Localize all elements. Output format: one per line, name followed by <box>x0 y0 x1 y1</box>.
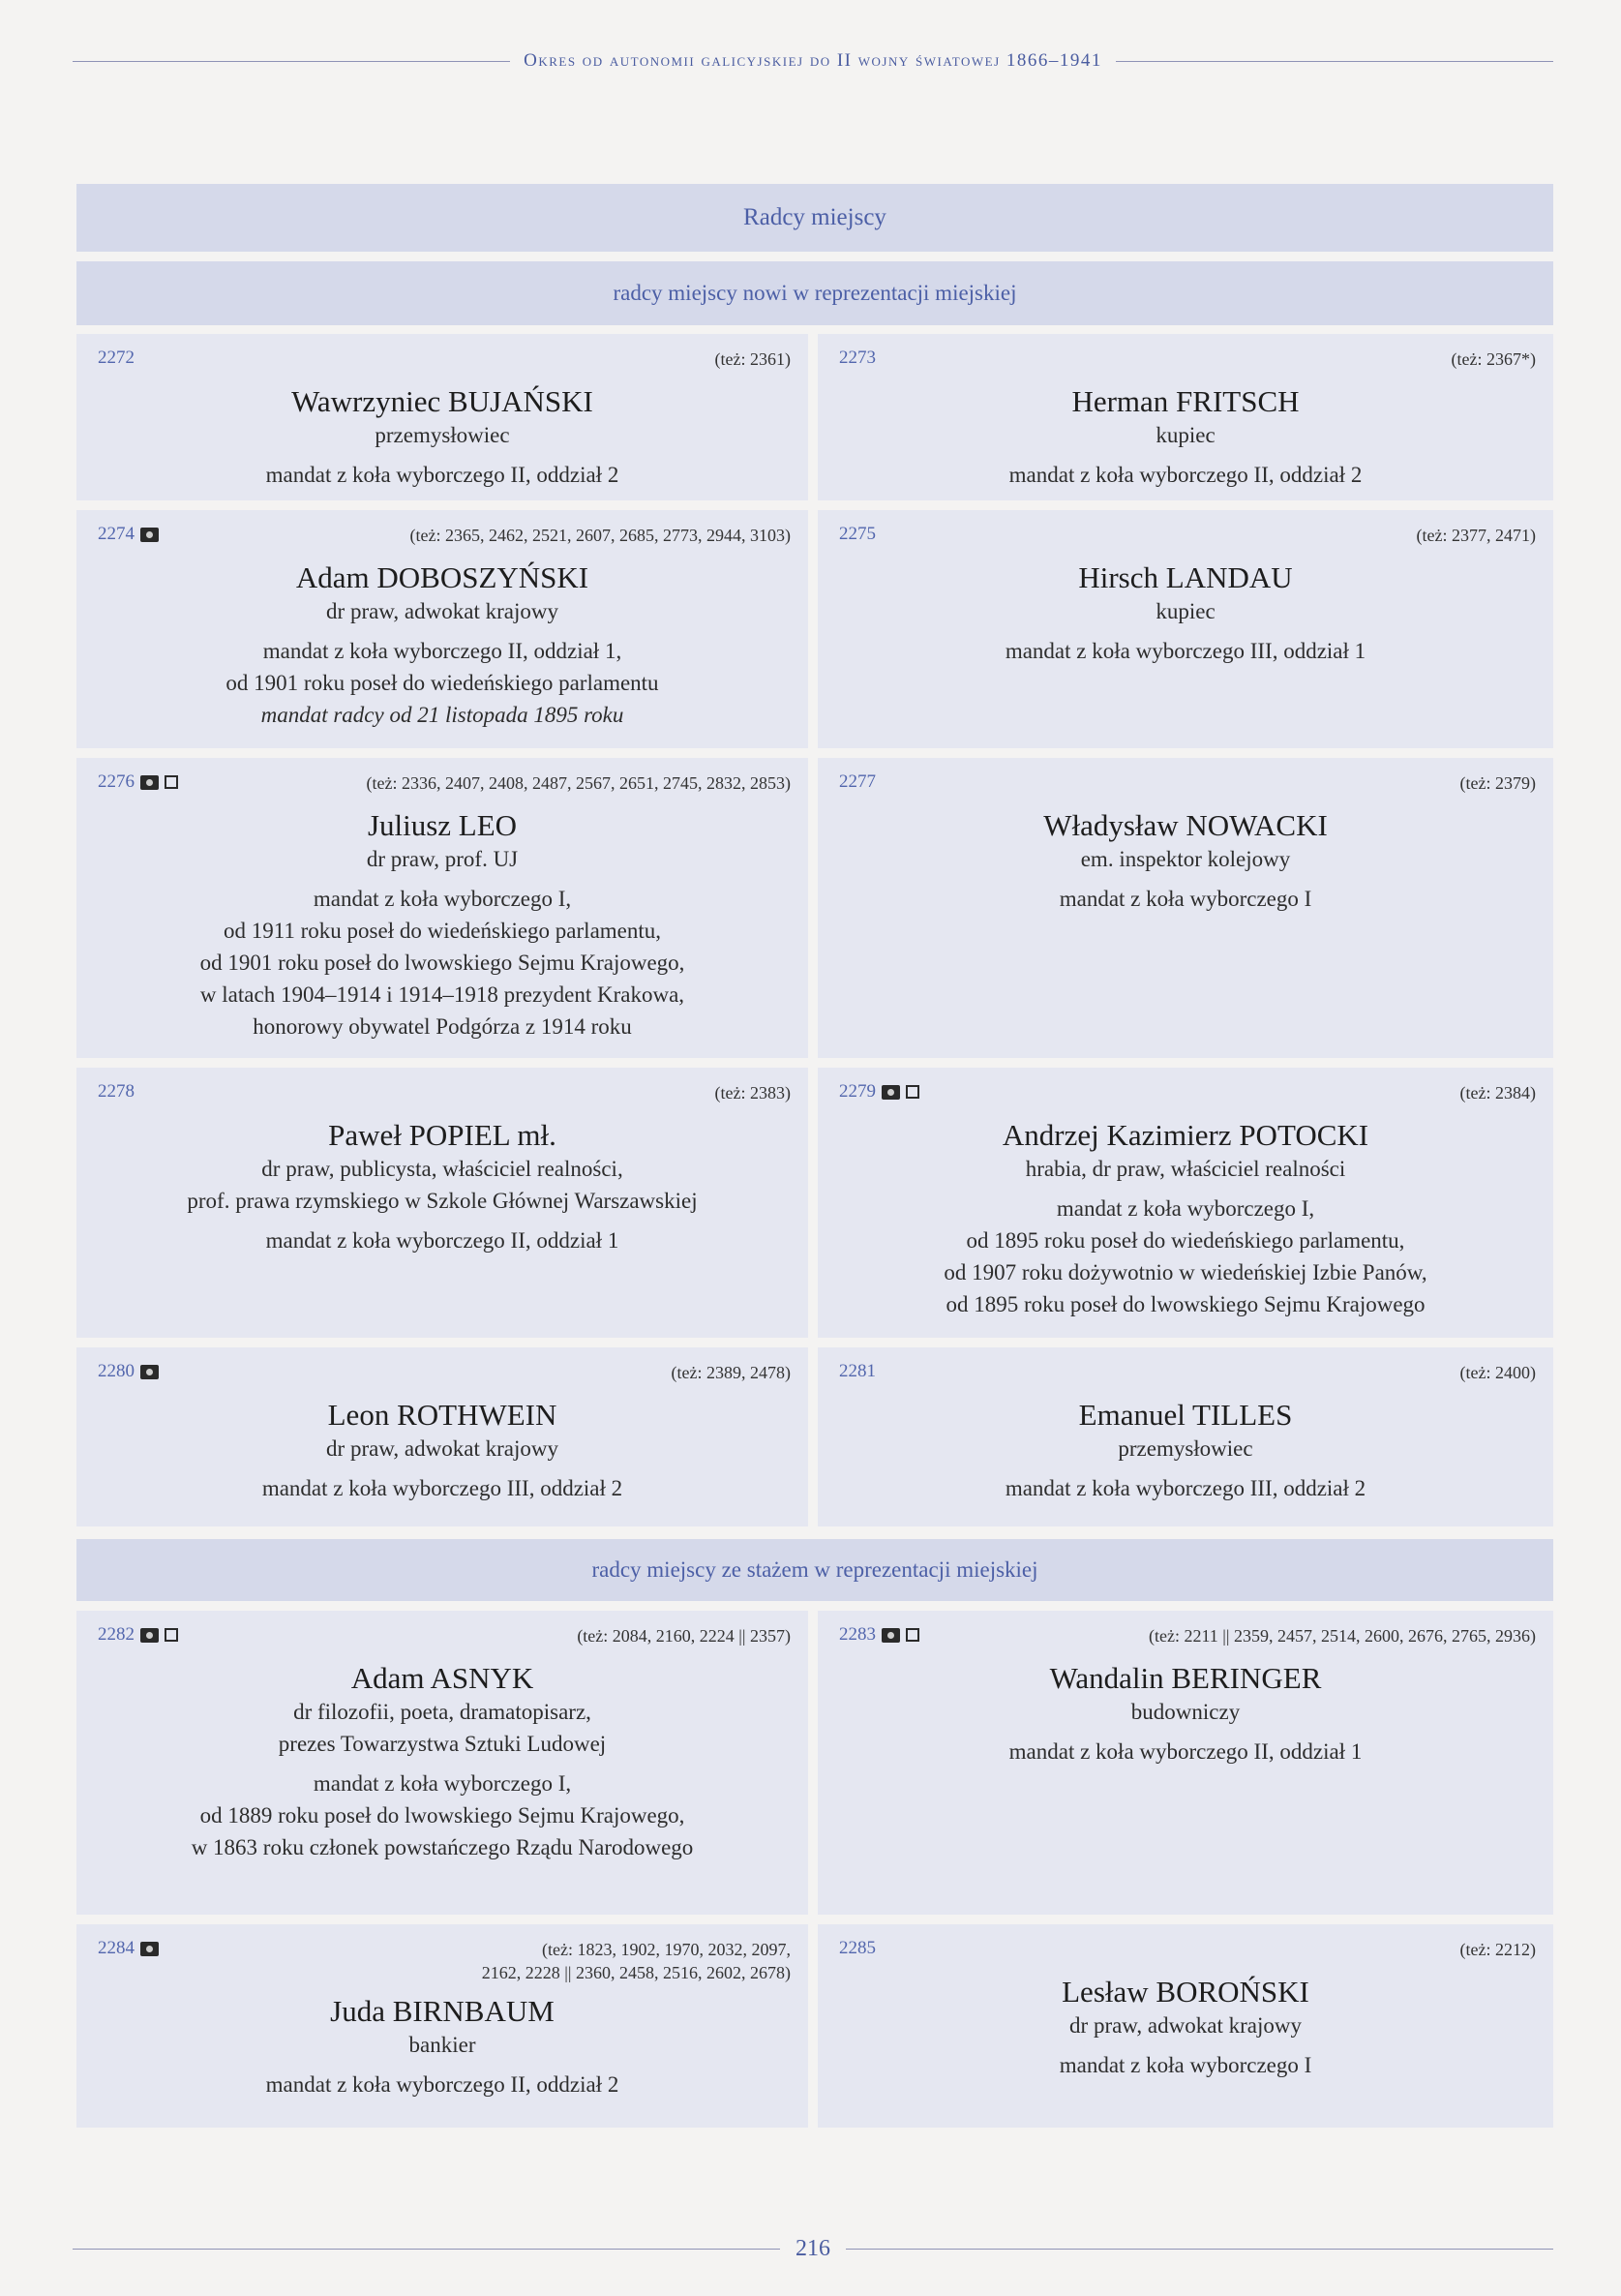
entry-cross-ref-line: 2162, 2228 || 2360, 2458, 2516, 2602, 2678) <box>481 1963 791 1982</box>
entry-mandate: od 1895 roku poseł do wiedeńskiego parlamentu, <box>966 1228 1405 1253</box>
entry-mandate: mandat z koła wyborczego II, oddział 2 <box>265 463 619 487</box>
entry-description: przemysłowiec <box>375 423 510 447</box>
entry-mandate: mandat z koła wyborczego III, oddział 2 <box>1005 1476 1366 1500</box>
entry-number: 2283 <box>839 1624 876 1645</box>
entry-name: Hirsch LANDAU <box>1078 560 1293 594</box>
entry-mandate: mandat z koła wyborczego I, <box>1056 1196 1315 1221</box>
entry-mandate: od 1907 roku dożywotnio w wiedeńskiej Izbie Panów, <box>944 1260 1427 1284</box>
square-icon <box>906 1085 919 1099</box>
entry-cross-ref: (też: 2383) <box>714 1083 791 1103</box>
entry-number: 2280 <box>98 1361 135 1381</box>
entry-name: Andrzej Kazimierz POTOCKI <box>1002 1118 1369 1152</box>
footer-rule-right <box>846 2249 1553 2250</box>
entry-number: 2282 <box>98 1624 135 1645</box>
entry-name: Juliusz LEO <box>367 808 518 842</box>
entry-card <box>76 1347 808 1526</box>
entry-mandate: mandat z koła wyborczego II, oddział 2 <box>265 2072 619 2097</box>
entry-description: budowniczy <box>1130 1700 1241 1724</box>
entry-cross-ref <box>482 1938 791 1984</box>
page-footer <box>73 2234 1553 2263</box>
entry-name: Paweł POPIEL mł. <box>328 1118 556 1152</box>
entry-number: 2274 <box>98 524 135 544</box>
entry-description: bankier <box>408 2033 476 2057</box>
square-icon <box>165 775 178 789</box>
entry-description: przemysłowiec <box>1118 1436 1253 1461</box>
entry-cross-ref: (też: 2361) <box>714 349 791 369</box>
entry-description: em. inspektor kolejowy <box>1080 847 1291 871</box>
entry-cross-ref: (też: 2384) <box>1459 1083 1536 1103</box>
footer-rule-left <box>73 2249 780 2250</box>
entry-number: 2281 <box>839 1361 876 1381</box>
entry-mandate: mandat z koła wyborczego II, oddział 1 <box>265 1228 619 1253</box>
photo-icon <box>140 1942 159 1956</box>
entry-number: 2277 <box>839 771 876 792</box>
square-icon <box>165 1628 178 1642</box>
entry-card <box>818 334 1553 500</box>
entry-card <box>818 1068 1553 1338</box>
entry-card <box>76 1068 808 1338</box>
entry-description: dr praw, prof. UJ <box>366 847 519 871</box>
entry-mandate: mandat z koła wyborczego III, oddział 1 <box>1005 639 1366 663</box>
entry-mandate: mandat z koła wyborczego II, oddział 1 <box>1008 1739 1363 1764</box>
entry-card <box>76 1611 808 1915</box>
photo-icon <box>140 1628 159 1643</box>
square-icon <box>906 1628 919 1642</box>
entry-card <box>818 1611 1553 1915</box>
entry-number-group <box>839 1081 919 1103</box>
photo-icon <box>882 1085 900 1100</box>
entry-name: Adam DOBOSZYŃSKI <box>295 560 589 594</box>
section-title: Radcy miejscy <box>76 184 1553 252</box>
entry-number: 2276 <box>98 771 135 792</box>
entry-mandate: mandat z koła wyborczego II, oddział 1, <box>262 639 622 663</box>
entry-number-group <box>98 1624 178 1646</box>
page-number: 216 <box>795 2235 830 2261</box>
entry-card <box>818 758 1553 1058</box>
photo-icon <box>140 528 159 542</box>
entry-cross-ref: (też: 2367*) <box>1451 349 1536 369</box>
entry-description: dr filozofii, poeta, dramatopisarz, <box>293 1700 591 1724</box>
entry-description: kupiec <box>1156 423 1216 447</box>
entry-description: dr praw, adwokat krajowy <box>1069 2013 1302 2038</box>
entry-name: Adam ASNYK <box>350 1661 534 1695</box>
entry-mandate: mandat z koła wyborczego I <box>1059 2053 1312 2077</box>
entry-description: hrabia, dr praw, właściciel realności <box>1025 1157 1346 1181</box>
entry-mandate: od 1895 roku poseł do lwowskiego Sejmu Krajowego <box>946 1292 1426 1316</box>
entry-number-group <box>98 771 178 793</box>
entry-mandate: w latach 1904–1914 i 1914–1918 prezydent Krakowa, <box>199 982 685 1007</box>
photo-icon <box>882 1628 900 1643</box>
entry-cross-ref: (też: 2336, 2407, 2408, 2487, 2567, 2651, 2745, 2832, 2853) <box>366 773 791 793</box>
entry-mandate: mandat z koła wyborczego I, <box>313 1771 572 1796</box>
entry-name: Wandalin BERINGER <box>1049 1661 1322 1695</box>
entry-card <box>76 758 808 1058</box>
entry-cross-ref: (też: 2389, 2478) <box>671 1363 791 1382</box>
entry-number-group <box>98 1361 159 1382</box>
entry-number: 2273 <box>839 347 876 368</box>
entry-mandate: honorowy obywatel Podgórza z 1914 roku <box>253 1014 632 1039</box>
entry-number: 2275 <box>839 524 876 544</box>
entry-mandate: od 1911 roku poseł do wiedeńskiego parlamentu, <box>223 919 662 943</box>
entry-description: prezes Towarzystwa Sztuki Ludowej <box>278 1732 607 1756</box>
entry-number: 2285 <box>839 1938 876 1958</box>
entry-description: dr praw, adwokat krajowy <box>326 599 558 623</box>
entry-cross-ref: (też: 2400) <box>1459 1363 1536 1382</box>
entry-number-group <box>98 524 159 545</box>
running-head <box>73 46 1553 76</box>
entry-number: 2278 <box>98 1081 135 1102</box>
subsection-senior-title: radcy miejscy ze stażem w reprezentacji miejskiej <box>76 1539 1553 1601</box>
entry-cross-ref: (też: 2377, 2471) <box>1416 526 1536 545</box>
entry-number: 2279 <box>839 1081 876 1102</box>
entry-description: prof. prawa rzymskiego w Szkole Głównej Warszawskiej <box>187 1189 698 1213</box>
entry-number-group <box>98 1938 159 1959</box>
entry-cross-ref: (też: 2379) <box>1459 773 1536 793</box>
entry-name: Emanuel TILLES <box>1078 1398 1293 1432</box>
entry-card <box>76 510 808 748</box>
entry-name: Wawrzyniec BUJAŃSKI <box>291 384 593 418</box>
entry-card <box>76 334 808 500</box>
photo-icon <box>140 775 159 790</box>
running-head-text: Okres od autonomii galicyjskiej do II wojny światowej 1866–1941 <box>524 50 1102 71</box>
entry-name: Władysław NOWACKI <box>1043 808 1328 842</box>
entry-cross-ref: (też: 2211 || 2359, 2457, 2514, 2600, 2676, 2765, 2936) <box>1148 1626 1536 1646</box>
entry-mandate: od 1901 roku poseł do lwowskiego Sejmu Krajowego, <box>199 951 685 975</box>
entry-cross-ref: (też: 2212) <box>1459 1940 1536 1959</box>
photo-icon <box>140 1365 159 1379</box>
entry-mandate: mandat z koła wyborczego II, oddział 2 <box>1008 463 1363 487</box>
subsection-new-title: radcy miejscy nowi w reprezentacji miejskiej <box>76 261 1553 325</box>
entry-cross-ref: (też: 2365, 2462, 2521, 2607, 2685, 2773, 2944, 3103) <box>409 526 791 545</box>
header-rule-left <box>73 61 510 62</box>
entry-card <box>818 1347 1553 1526</box>
entry-card <box>76 1924 808 2128</box>
entry-description: kupiec <box>1156 599 1216 623</box>
entry-mandate: mandat z koła wyborczego III, oddział 2 <box>261 1476 623 1500</box>
header-rule-right <box>1116 61 1553 62</box>
entry-cross-ref-line: (też: 1823, 1902, 1970, 2032, 2097, <box>542 1940 791 1959</box>
entry-card <box>818 1924 1553 2128</box>
entry-description: dr praw, publicysta, właściciel realności, <box>261 1157 623 1181</box>
entry-mandate: od 1889 roku poseł do lwowskiego Sejmu Krajowego, <box>199 1803 685 1828</box>
entry-name: Leon ROTHWEIN <box>327 1398 557 1432</box>
entry-name: Juda BIRNBAUM <box>330 1994 555 2028</box>
entry-card <box>818 510 1553 748</box>
entry-number: 2272 <box>98 347 135 368</box>
entry-number-group <box>839 1624 919 1646</box>
entry-name: Lesław BOROŃSKI <box>1062 1975 1309 2009</box>
entry-mandate: w 1863 roku członek powstańczego Rządu Narodowego <box>191 1835 694 1859</box>
entry-mandate: od 1901 roku poseł do wiedeńskiego parlamentu <box>225 671 659 695</box>
entry-note: mandat radcy od 21 listopada 1895 roku <box>260 703 624 727</box>
entry-description: dr praw, adwokat krajowy <box>326 1436 558 1461</box>
entry-mandate: mandat z koła wyborczego I <box>1059 887 1312 911</box>
entry-number: 2284 <box>98 1938 135 1958</box>
entry-cross-ref: (też: 2084, 2160, 2224 || 2357) <box>577 1626 791 1646</box>
entry-mandate: mandat z koła wyborczego I, <box>313 887 572 911</box>
entry-name: Herman FRITSCH <box>1071 384 1300 418</box>
